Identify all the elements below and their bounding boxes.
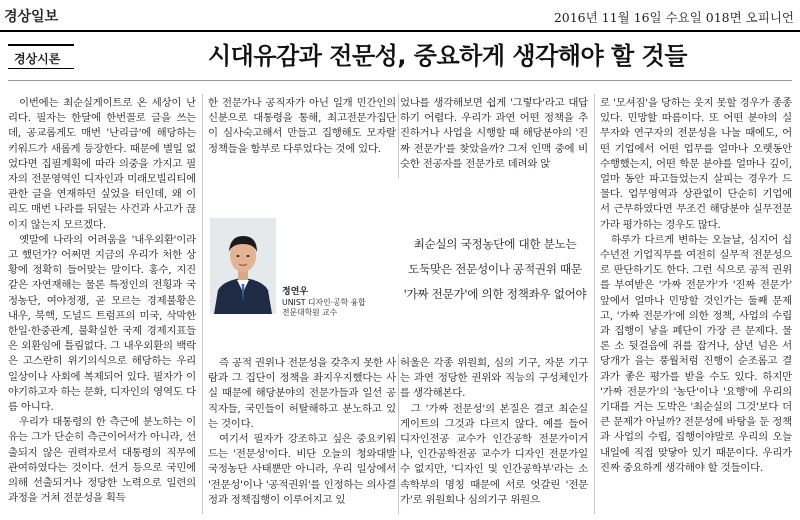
author-name: 정연우 xyxy=(282,287,309,297)
pull-quote-line: 도둑맞은 전문성이나 공적권위 때문 xyxy=(408,262,582,276)
column-4 xyxy=(600,96,792,516)
paragraph: 었나를 생각해보면 쉽게 '그렇다'라고 대답하기 어렵다. 우리가 과연 어떤 정책을 추진하거나 사업을 시행할 때 해당분야의 '진짜 전문가'를 찾았을까? 그저 인맥 중에 비슷한 전공자를 전문가로 데려와 앉 xyxy=(400,97,588,170)
column-divider xyxy=(398,94,399,178)
paragraph: 옛말에 나라의 어려움을 '내우외환'이라고 했던가? 어쩌면 지금의 우리가 처한 상황에 정확히 들어맞는 말이다. 홍수, 지진 같은 자연재해는 물론 특정인의 전횡과 국정농단, 여야정쟁, 곧 모르는 경제불황은 내우, 북핵, 도널드 트럼프의 미국, 삭막한 한일·한중관계, 불확실한 국제 경제지표들은 외환임에 틀림없다. 그 내우외환의 백락은 고스란히 위기의식으로 해당하는 우리일상이나 사회에 복제되어 있다. 필자가 이야기하고자 하는 문화, 디자인의 영역도 다름 아니다. xyxy=(8,233,196,414)
pull-quote-line: '가짜 전문가'에 의한 정책좌우 없어야 xyxy=(403,287,587,301)
newspaper-logo: 경상일보 xyxy=(4,9,59,25)
paragraph: 한 전문가나 공직자가 아닌 일개 민간인의 신분으로 대통령을 통해, 최고전문가집단이 심사숙고해서 만들고 집행해도 모자랄 정책들을 함부로 다루었다는 것에 있다. xyxy=(208,97,396,155)
paragraph: 이번에는 최순실게이트로 온 세상이 난리다. 필자는 한달에 한번꼴로 글을 쓰는데, 공교롭게도 매번 '난리급'에 해당하는 키워드가 새롭게 등장한다. 때문에 별일 없었다면 집필계획에 따라 의중을 가지고 필자의 전문영역인 디자인과 미래모빌리티에 관한 글을 연재하던 싶었을 터인데, 왜 이리도 매번 나라를 뒤덮는 사건과 사고가 끊이지 않는지 모르겠다. xyxy=(8,97,196,231)
author-title-line: 전문대학원 교수 xyxy=(282,308,338,317)
column-2-top xyxy=(208,96,396,176)
author-title xyxy=(282,298,392,318)
column-3-top xyxy=(400,96,588,176)
author-title-line: UNIST 디자인·공학 융합 xyxy=(282,298,366,307)
headline-rule xyxy=(8,80,792,81)
column-divider xyxy=(594,94,595,514)
masthead-rule xyxy=(0,30,800,32)
author-photo xyxy=(210,218,276,314)
pull-quote-line: 최순실의 국정농단에 대한 분노는 xyxy=(413,237,577,251)
column-divider xyxy=(202,94,203,514)
paragraph: 우리가 대통령의 한 측근에 분노하는 이유는 그가 단순히 측근이어서가 아니라, 선출되지 않은 권력자로서 대통령의 직무에 관여하였다는 것이다. 선거 등으로 국민에 의해 선출되거나 정당한 노력으로 일련의 과정을 거쳐 전문성을 획득 xyxy=(8,416,196,505)
paragraph: 로 '모셔짐'을 당하는 웃지 못할 경우가 종종 있다. 민망할 따름이다. 또 어떤 분야의 실무자와 연구자의 전문성을 나눌 때에도, 어떤 기업에서 어떤 업무를 얼마나 오랫동안 수행했는지, 어떤 학문 분야를 얼마나 깊이, 얼마 동안 파고들었는지 살피는 경우가 드물다. 업무영역과 상관없이 단순히 기업에서 근무하였다면 무조건 해당분야 실무전문가라 평가하는 경우도 많다. xyxy=(600,97,792,231)
column-3-bottom xyxy=(400,356,588,516)
paragraph: 그 '가짜 전문성'의 본질은 결코 최순실게이트의 그것과 다르지 않다. 예를 들어 디자인전공 교수가 인간공학 전문가이거나, 인간공학전공 교수가 디자인 전문가일수 없지만, '디자인 및 인간공학부'라는 소속학부의 명칭 때문에 서로 엇갈린 '전문가'로 위원회나 심의기구 위원으 xyxy=(400,402,588,506)
pull-quote xyxy=(400,232,590,307)
paragraph: 여기서 필자가 강조하고 싶은 중요키워드는 '전문성'이다. 비단 오늘의 청와대발 국정농단 사태뿐만 아니라, 우리 일상에서 '전문성'이나 '공적권위'를 인정하는 의사결정과 정책집행이 이루어지고 있 xyxy=(208,433,396,506)
dateline: 2016년 11월 16일 수요일 018면 오피니언 xyxy=(553,10,794,25)
masthead xyxy=(0,0,800,30)
column-2-bottom xyxy=(208,356,396,516)
paragraph: 즉 공적 권위나 전문성을 갖추지 못한 사람과 그 집단이 정책을 좌지우지했다는 사실 때문에 해당분야의 전문가들과 일선 공직자들, 국민들이 허탈해하고 분노하고 있는 것이다. xyxy=(208,357,396,430)
portrait-illustration xyxy=(210,218,276,314)
column-divider xyxy=(398,354,399,514)
paragraph: 허울은 각종 위원회, 심의 기구, 자문 기구는 과연 정당한 권위와 직능의 구성체인가를 생각해본다. xyxy=(400,357,588,400)
section-label: 경상시론 xyxy=(14,52,61,66)
paragraph: 하루가 다르게 변하는 오늘날, 심지어 십수년전 기업직무를 여전히 실무적 전문성으로 판단하기도 한다. 그런 식으로 공적 권위를 부여받은 '가짜 전문가'가 '진짜 전문가' 앞에서 얼마나 민망할 것인가는 둘째 문제고, '가짜 전문가'에 의한 정책, 사업의 수립과 집행이 낳을 폐단이 가장 큰 문제다. 물론 소 뒷걸음에 쥐를 잡거나, 삼년 넘은 서당개가 을는 풍월처럼 진행이 순조롭고 결과가 좋은 평가를 받을 수도 있다. 하지만 '가짜 전문가'의 '농단'이나 '요행'에 우리의 기대를 거는 도박은 '최순실의 그것'보다 더 큰 문제가 아닐까? 전문성에 바탕을 둔 정책과 사업의 수립, 집행이야말로 우리의 오늘 내일에 직접 맞닿아 있기 때문이다. 우리가 진짜 중요하게 생각해야 할 것들이다. xyxy=(600,233,792,474)
column-1 xyxy=(8,96,196,516)
headline: 시대유감과 전문성, 중요하게 생각해야 할 것들 xyxy=(208,42,687,70)
